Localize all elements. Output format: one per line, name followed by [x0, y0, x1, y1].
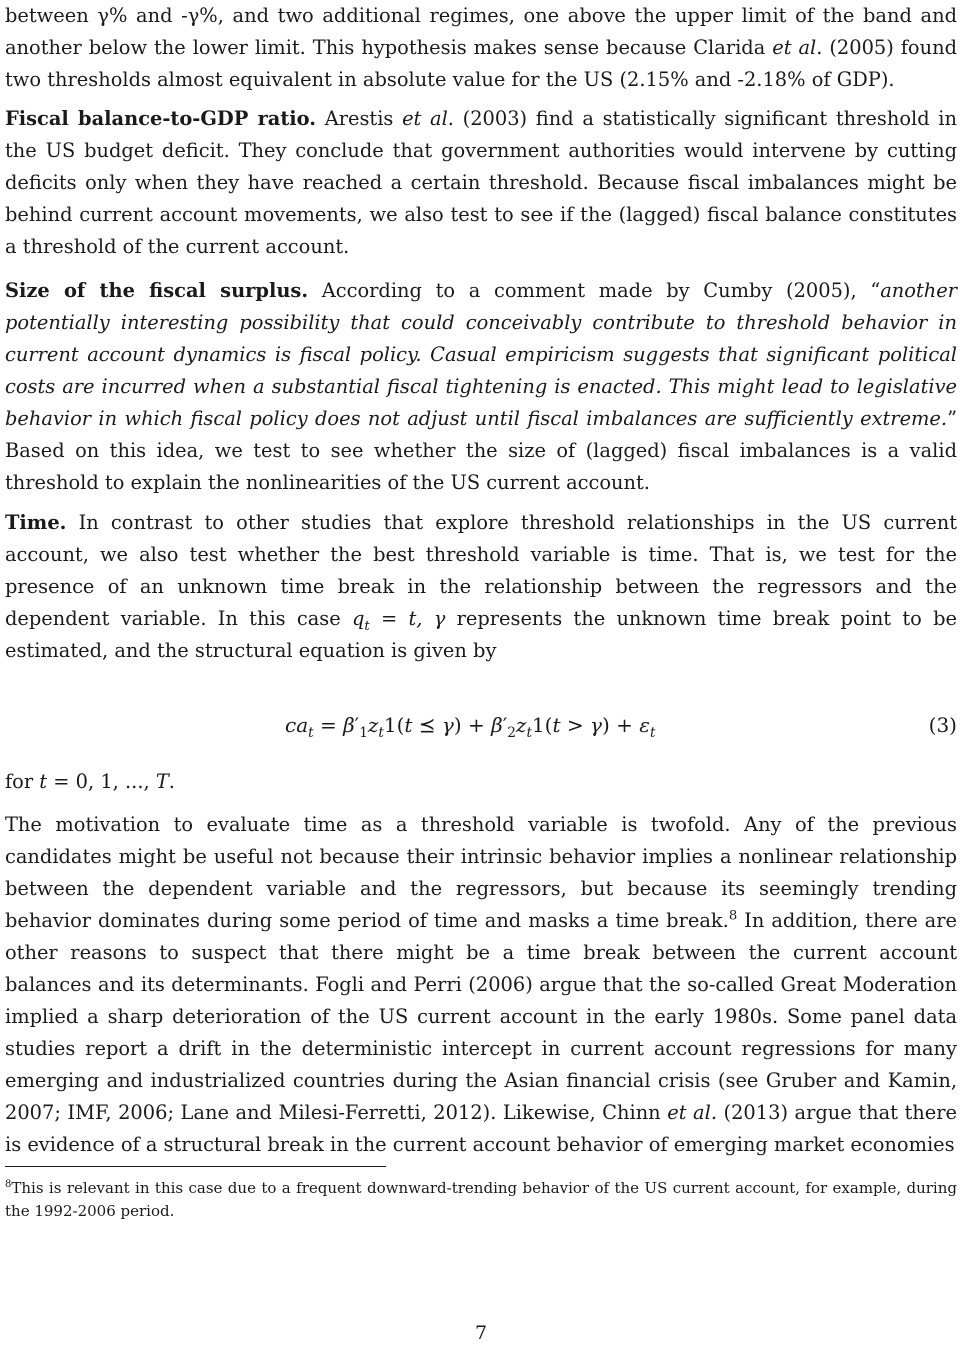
- p5-text2: In addition, there are other reasons to suspect that there might be a time break between the current account balances and its determinants. Fogli and Perri (2006) argue that the so-called Great Moderation implied a sharp deterioration of the US current account in the early 1980s. Some panel data studies report a drift in the deterministic intercept in current account regressions for many emerging and industrialized countries during the Asian financial crisis (see Gruber and Kamin, 2007; IMF, 2006; Lane and Milesi-Ferretti, 2012). Likewise, Chinn: [5, 909, 957, 1124]
- p2-text2: (2003) find a statistically significant threshold in the US budget deficit. They conclude that government authorities would intervene by cutting deficits only when they have reached a certain threshold. Because fiscal imbalances might be behind current account movements, we also test to see if the (lagged) fiscal balance constitutes a threshold of the current account.: [5, 107, 957, 258]
- p4-text1: In contrast to other studies that explore threshold relationships in the US current account, we also test whether the best threshold variable is time. That is, we test for the presence of an unknown time break in the relationship between the regressors and the dependent variable. In this case: [5, 511, 957, 630]
- paragraph-threshold-band: [5, 0, 957, 96]
- footnote-rule: [5, 1166, 386, 1167]
- footnote-text: This is relevant in this case due to a frequent downward-trending behavior of the US current account, for example, during the 1992-2006 period.: [5, 1179, 957, 1220]
- p5-text3: (2013) argue that there is evidence of a structural break in the current account behavior of emerging market economies: [5, 1101, 958, 1156]
- paragraph-motivation: [5, 809, 957, 1161]
- footnote-8: [5, 1173, 957, 1223]
- paragraph-fiscal-balance: [5, 103, 957, 263]
- math-q-sub: t: [364, 618, 370, 634]
- page-number: 7: [474, 1322, 488, 1344]
- footnote-ref-8[interactable]: 8: [728, 908, 738, 924]
- paragraph-time: [5, 507, 957, 667]
- fiscal-balance-heading: Fiscal balance-to-GDP ratio.: [5, 107, 317, 130]
- equation-body: [285, 708, 655, 742]
- p1-text2: (2005) found two thresholds almost equivalent in absolute value for the US (2.15% and -2.18% of GDP).: [5, 36, 958, 91]
- p1-text: between γ% and -γ%, and two additional regimes, one above the upper limit of the band and another below the lower limit. This hypothesis makes sense because Clarida: [5, 4, 957, 59]
- fiscal-surplus-heading: Size of the fiscal surplus.: [5, 279, 309, 302]
- time-heading: Time.: [5, 511, 67, 534]
- paragraph-fiscal-surplus: [5, 275, 957, 499]
- paper-page: [5, 0, 957, 1349]
- footnote-mark: 8: [5, 1179, 12, 1190]
- equation-3: [5, 708, 957, 742]
- cumby-quote: another potentially interesting possibility that could conceivably contribute to threshold behavior in current account dynamics is fiscal policy. Casual empiricism suggests that significant political costs are incurred when a substantial fiscal tightening is enacted. This might lead to legislative behavior in which fiscal policy does not adjust until fiscal imbalances are sufficiently extreme.: [5, 279, 957, 430]
- p5-etal: et al.: [667, 1101, 717, 1124]
- eq-rhs: = $\beta'_1z_t1(t$ ⪯ $\gamma) + \beta'_2z_t1(t > \gamma) + \varepsilon_t$: [319, 713, 656, 741]
- p3-text2: ” Based on this idea, we test to see whether the size of (lagged) fiscal imbalances is a valid threshold to explain the nonlinearities of the US current account.: [5, 407, 957, 494]
- for-line: for t = 0, 1, ..., T.: [5, 770, 175, 793]
- math-q-rest: = t, γ: [369, 607, 446, 630]
- p4-text2: represents the unknown time break point to be estimated, and the structural equation is given by: [5, 607, 957, 662]
- equation-number: (3): [928, 713, 957, 737]
- p1-etal: et al.: [772, 36, 823, 59]
- p5-text1: The motivation to evaluate time as a threshold variable is twofold. Any of the previous candidates might be useful not because their intrinsic behavior implies a nonlinear relationship between the dependent variable and the regressors, but because its seemingly trending behavior dominates during some period of time and masks a time break.: [5, 813, 957, 932]
- p3-text1: According to a comment made by Cumby (2005), “: [308, 279, 881, 302]
- p2-text1: Arestis: [316, 107, 403, 130]
- math-q: q: [352, 607, 365, 630]
- p2-etal: et al.: [402, 107, 454, 130]
- eq-lhs: $ca_t$: [285, 713, 314, 741]
